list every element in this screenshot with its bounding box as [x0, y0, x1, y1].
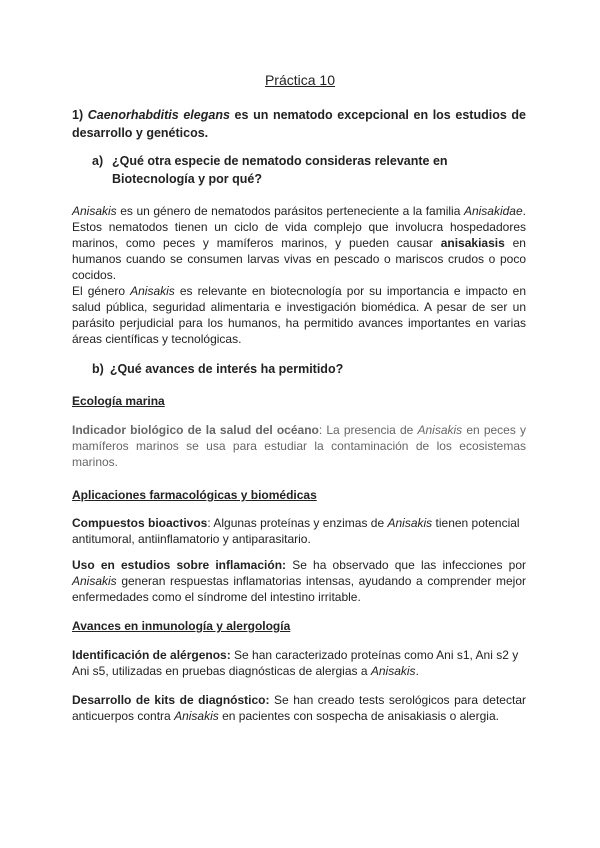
genus-name: Anisakis — [72, 574, 117, 588]
question-b-label: b) — [92, 362, 104, 376]
answer-text: es un género de nematodos parásitos perteneciente a la familia — [120, 204, 461, 218]
question-a-text: ¿Qué otra especie de nematodo consideras relevante en Biotecnología y por qué? — [112, 154, 448, 186]
answer-text: . Estos nematodos tienen un ciclo de vida complejo que involucra hospedadores marinos, como peces y mamíferos marinos, y pueden causar — [72, 204, 527, 250]
paragraph-text: en pacientes con sospecha de anisakiasis o alergia. — [222, 709, 499, 723]
term: Identificación de alérgenos: — [72, 648, 231, 662]
question-b-text: ¿Qué avances de interés ha permitido? — [109, 362, 344, 376]
compuestos-paragraph — [72, 515, 526, 547]
answer-a-paragraph-2 — [72, 283, 526, 347]
section-heading-ecologia: Ecología marina — [72, 394, 165, 408]
section-heading-inmuno: Avances en inmunología y alergología — [72, 619, 291, 633]
paragraph-text: generan respuestas inflamatorias intensas, ayudando a comprender mejor enfermedades como el síndrome del intestino irritable. — [72, 574, 526, 604]
identificacion-paragraph — [72, 647, 526, 679]
inflamacion-paragraph — [72, 557, 526, 605]
paragraph-text: . — [415, 664, 419, 678]
paragraph-text: La presencia de — [326, 423, 414, 437]
answer-a-paragraph-1 — [72, 203, 526, 283]
answer-text: es relevante en biotecnología por su importancia e impacto en salud pública, seguridad alimentaria e investigación biomédica. A pesar de ser un parásito perjudicial para los humanos, ha permitido avances importantes en varias áreas científicas y tecnológicas. — [72, 284, 527, 346]
paragraph-text: Se ha observado que las infecciones por — [292, 558, 526, 572]
genus-name: Anisakis — [387, 516, 433, 530]
paragraph-text: tienen potencial antitumoral, antiinflamatorio y antiparasitario. — [72, 516, 520, 546]
term: Desarrollo de kits de diagnóstico: — [72, 693, 270, 707]
question-1-text: es un nematodo excepcional en los estudios de desarrollo y genéticos. — [72, 108, 526, 140]
family-name: Anisakidae — [463, 204, 523, 218]
question-b — [92, 361, 546, 377]
question-a-label: a) — [92, 154, 104, 168]
kits-paragraph — [72, 692, 526, 724]
species-name: Caenorhabditis elegans — [87, 108, 230, 122]
section-heading-farmaco: Aplicaciones farmacológicas y biomédicas — [72, 488, 317, 502]
separator: : — [318, 423, 323, 437]
answer-a-text — [72, 203, 526, 347]
genus-name: Anisakis — [130, 284, 175, 298]
paragraph-text: Se han caracterizado proteínas como Ani s1, Ani s2 y Ani s5, utilizadas en pruebas diagnósticas de alergias a — [72, 648, 519, 678]
paragraph-text: en peces y mamíferos marinos se usa para estudiar la contaminación de los ecosistemas marinos. — [72, 423, 526, 469]
disease-name: anisakiasis — [440, 236, 505, 250]
genus-name: Anisakis — [72, 204, 117, 218]
term: Indicador biológico de la salud del océano — [72, 423, 319, 437]
genus-name: Anisakis — [417, 423, 463, 437]
paragraph-text: Se han creado tests serológicos para detectar anticuerpos contra — [72, 693, 526, 723]
term: Compuestos bioactivos — [72, 516, 208, 530]
term: Uso en estudios sobre inflamación: — [72, 558, 287, 572]
question-a — [92, 152, 526, 188]
question-1 — [72, 106, 526, 142]
page-title: Práctica 10 — [264, 72, 336, 88]
genus-name: Anisakis — [174, 709, 219, 723]
genus-name: Anisakis — [370, 664, 416, 678]
ecologia-paragraph — [72, 422, 526, 470]
answer-text: El género — [72, 284, 126, 298]
answer-text: en humanos cuando se consumen larvas vivas en pescado o mariscos crudos o poco cocidos. — [72, 236, 526, 282]
paragraph-text: : Algunas proteínas y enzimas de — [207, 516, 385, 530]
question-1-number: 1) — [72, 108, 84, 122]
